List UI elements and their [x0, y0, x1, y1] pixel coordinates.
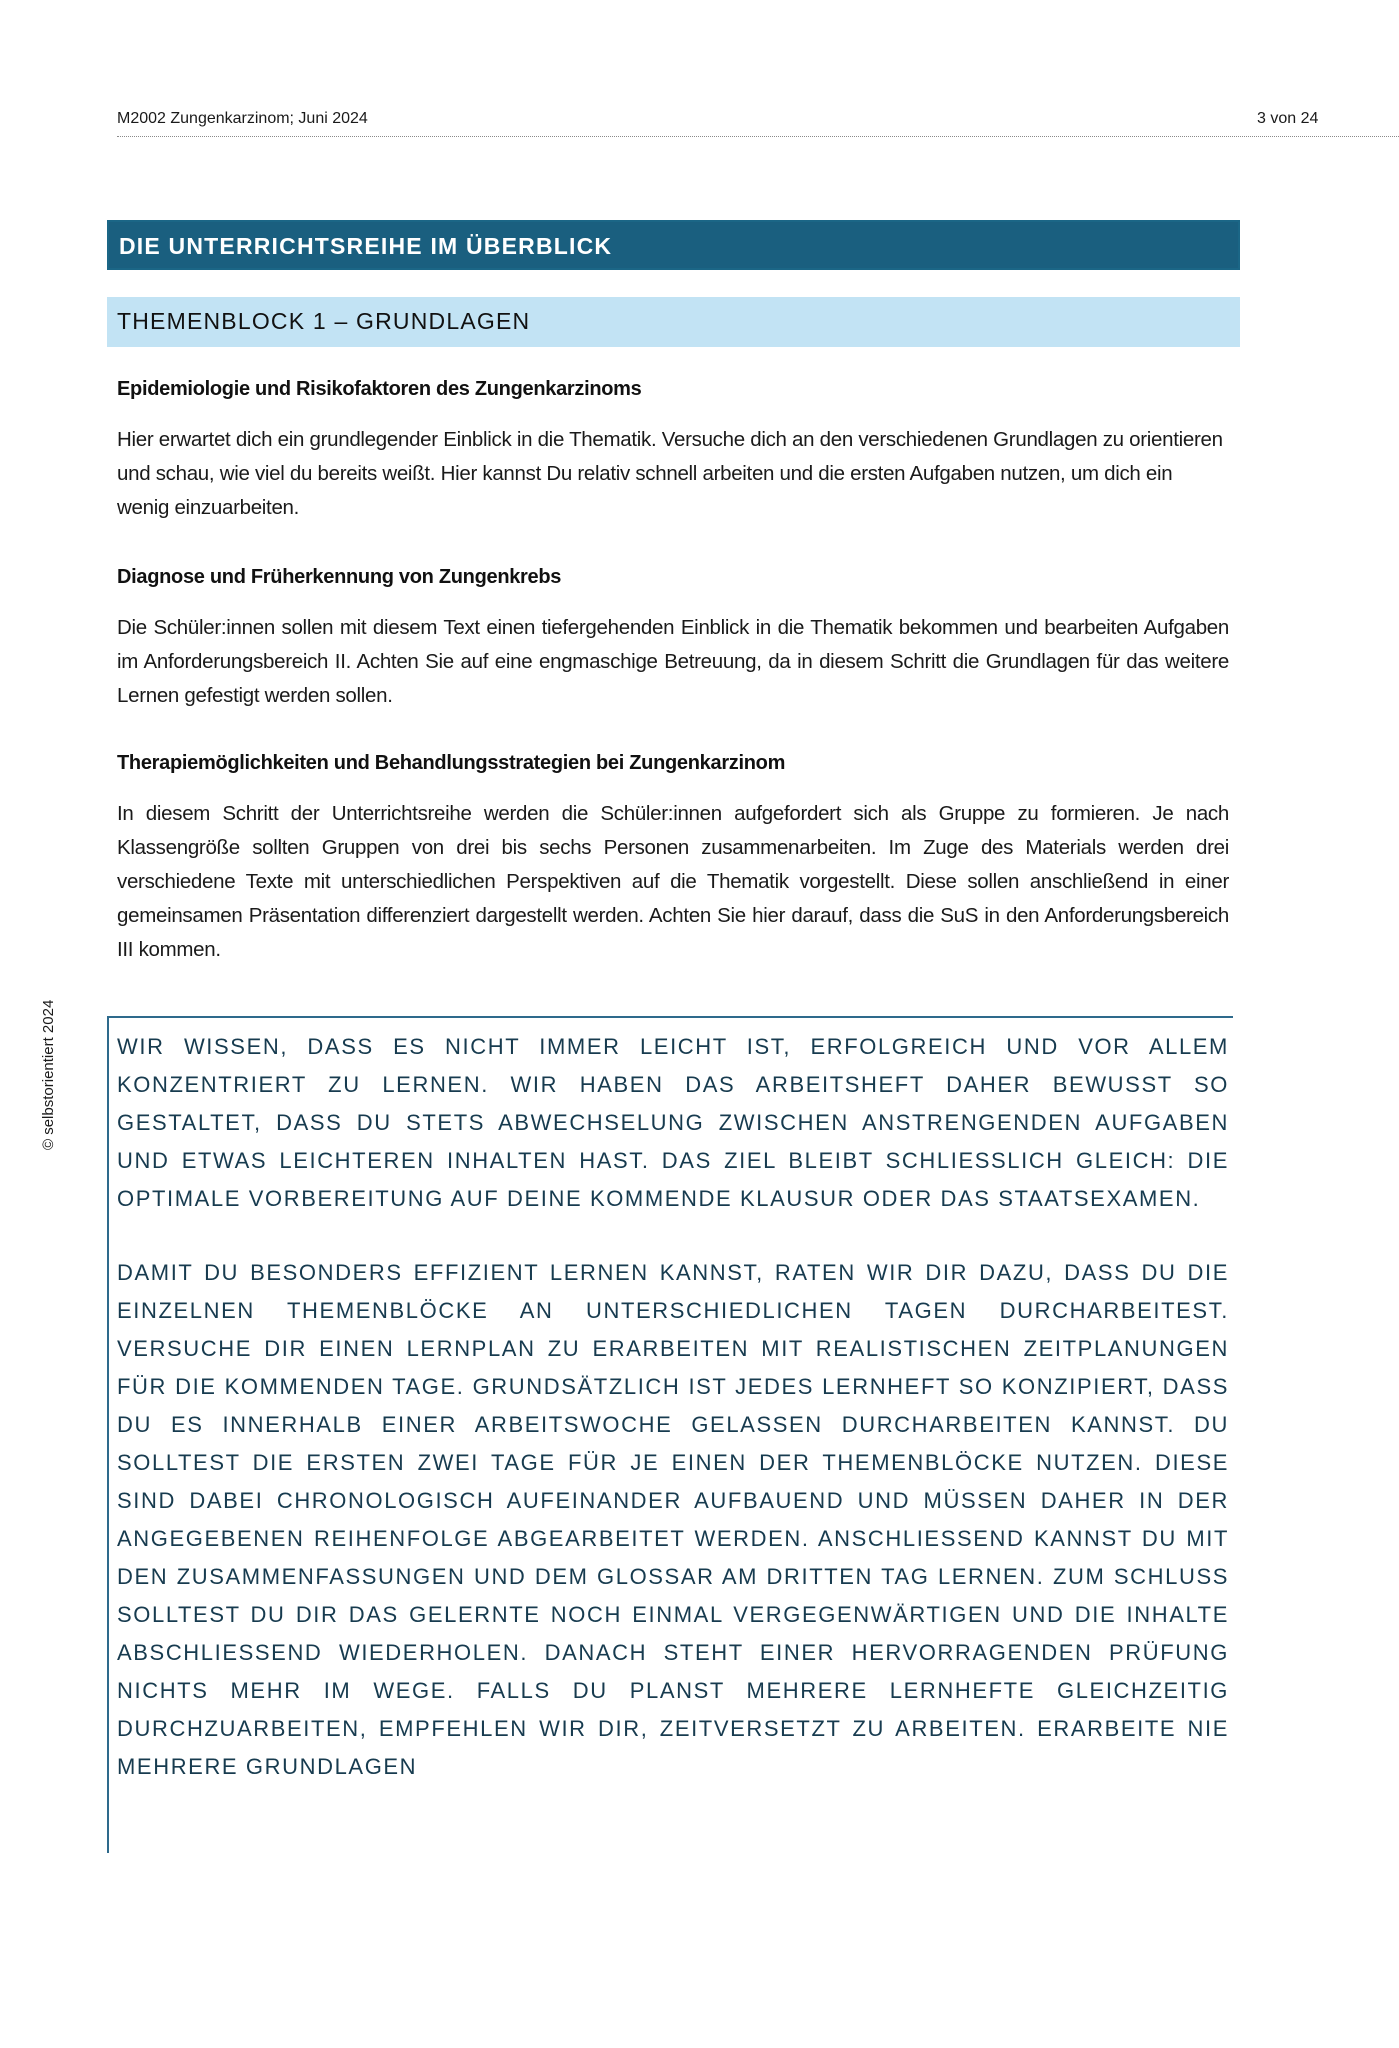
page-header: [117, 108, 1399, 137]
section-heading: Therapiemöglichkeiten und Behandlungsstrategien bei Zungenkarzinom: [117, 752, 786, 774]
callout-paragraph: DAMIT DU BESONDERS EFFIZIENT LERNEN KANNST, RATEN WIR DIR DAZU, DASS DU DIE EINZELNEN THEMENBLÖCKE AN UNTERSCHIEDLICHEN TAGEN DURCHARBEITEST. VERSUCHE DIR EINEN LERNPLAN ZU ERARBEITEN MIT REALISTISCHEN ZEITPLANUNGEN FÜR DIE KOMMENDEN TAGE. GRUNDSÄTZLICH IST JEDES LERNHEFT SO KONZIPIERT, DASS DU ES INNERHALB EINER ARBEITSWOCHE GELASSEN DURCHARBEITEN KANNST. DU SOLLTEST DIE ERSTEN ZWEI TAGE FÜR JE EINEN DER THEMENBLÖCKE NUTZEN. DIESE SIND DABEI CHRONOLOGISCH AUFEINANDER AUFBAUEND UND MÜSSEN DAHER IN DER ANGEGEBENEN REIHENFOLGE ABGEARBEITET WERDEN. ANSCHLIESSEND KANNST DU MIT DEN ZUSAMMENFASSUNGEN UND DEM GLOSSAR AM DRITTEN TAG LERNEN. ZUM SCHLUSS SOLLTEST DU DIR DAS GELERNTE NOCH EINMAL VERGEGENWÄRTIGEN UND DIE INHALTE ABSCHLIESSEND WIEDERHOLEN. DANACH STEHT EINER HERVORRAGENDEN PRÜFUNG NICHTS MEHR IM WEGE. FALLS DU PLANST MEHRERE LERNHEFTE GLEICHZEITIG DURCHZUARBEITEN, EMPFEHLEN WIR DIR, ZEITVERSETZT ZU ARBEITEN. ERARBEITE NIE MEHRERE GRUNDLAGEN: [117, 1260, 1229, 1779]
section-body: Die Schüler:innen sollen mit diesem Text einen tiefergehenden Einblick in die Thematik bekommen und bearbeiten Aufgaben im Anforderungsbereich II. Achten Sie auf eine engmaschige Betreuung, da in diesem Schritt die Grundlagen für das weitere Lernen gefestigt werden sollen.: [117, 616, 1229, 707]
section-diagnose: [117, 566, 1229, 713]
study-tips-callout: [107, 1016, 1233, 1853]
section-title: DIE UNTERRICHTSREIHE IM ÜBERBLICK: [119, 233, 613, 259]
section-body: In diesem Schritt der Unterrichtsreihe werden die Schüler:innen aufgefordert sich als Gruppe zu formieren. Je nach Klassengröße sollten Gruppen von drei bis sechs Personen zusammenarbeiten. Im Zuge des Materials werden drei verschiedene Texte mit unterschiedlichen Perspektiven auf die Thematik vorgestellt. Diese sollen anschließend in einer gemeinsamen Präsentation differenziert dargestellt werden. Achten Sie hier darauf, dass die SuS in den Anforderungsbereich III kommen.: [117, 802, 1229, 961]
page-number: 3 von 24: [1257, 110, 1319, 127]
copyright-note: © selbstorientiert 2024: [40, 999, 57, 1150]
section-heading: Diagnose und Früherkennung von Zungenkrebs: [117, 566, 562, 588]
section-epidemiologie: [117, 378, 1229, 525]
callout-paragraph: WIR WISSEN, DASS ES NICHT IMMER LEICHT IST, ERFOLGREICH UND VOR ALLEM KONZENTRIERT ZU LERNEN. WIR HABEN DAS ARBEITSHEFT DAHER BEWUSST SO GESTALTET, DASS DU STETS ABWECHSELUNG ZWISCHEN ANSTRENGENDEN AUFGABEN UND ETWAS LEICHTEREN INHALTEN HAST. DAS ZIEL BLEIBT SCHLIESSLICH GLEICH: DIE OPTIMALE VORBEREITUNG AUF DEINE KOMMENDE KLAUSUR ODER DAS STAATSEXAMEN.: [117, 1034, 1229, 1211]
section-therapie: [117, 752, 1229, 967]
document-title: M2002 Zungenkarzinom; Juni 2024: [117, 110, 368, 127]
section-title-bar: [107, 220, 1240, 270]
section-heading: Epidemiologie und Risikofaktoren des Zungenkarzinoms: [117, 378, 642, 400]
block-title-bar: [107, 297, 1240, 347]
block-title: THEMENBLOCK 1 – GRUNDLAGEN: [117, 308, 531, 334]
section-body: Hier erwartet dich ein grundlegender Einblick in die Thematik. Versuche dich an den verschiedenen Grundlagen zu orientieren und schau, wie viel du bereits weißt. Hier kannst Du relativ schnell arbeiten und die ersten Aufgaben nutzen, um dich ein wenig einzuarbeiten.: [117, 428, 1223, 519]
